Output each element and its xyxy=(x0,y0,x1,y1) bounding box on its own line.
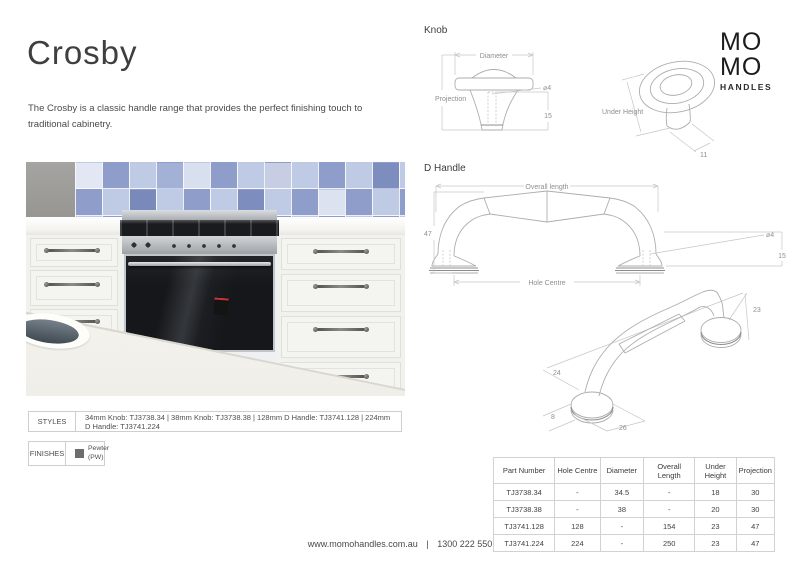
dim-base-width: 11 xyxy=(700,152,708,159)
drawer-handle xyxy=(317,250,365,253)
tile-variant xyxy=(184,163,210,189)
tile-variant xyxy=(319,190,345,216)
knob-3d-drawing xyxy=(600,46,730,168)
knob-front-drawing xyxy=(434,40,609,152)
drawer-handle xyxy=(48,283,96,286)
dim-overall-length: Overall length xyxy=(525,184,569,191)
wall xyxy=(26,162,76,220)
range-backguard xyxy=(122,210,277,220)
tile-variant xyxy=(157,163,183,189)
table-row: TJ3738.34 - 34.5 - 18 30 xyxy=(494,484,775,501)
dhandle-section-label: D Handle xyxy=(424,163,466,174)
dim-diameter: Diameter xyxy=(479,53,509,60)
spec-table xyxy=(493,457,775,552)
drawer-front xyxy=(30,238,118,267)
dim-persp-width: 8 xyxy=(551,414,555,421)
drawer-front xyxy=(281,316,401,358)
logo-line-1: MO xyxy=(720,28,763,56)
table-row: TJ3741.224 224 - 250 23 47 xyxy=(494,535,775,552)
styles-label: STYLES xyxy=(29,412,76,431)
drawer-handle xyxy=(317,328,365,331)
col-overall-length: Overall Length xyxy=(644,458,695,484)
table-row: TJ3741.128 128 - 154 23 47 xyxy=(494,518,775,535)
footer-separator: | xyxy=(426,539,429,549)
styles-box xyxy=(28,411,402,432)
styles-value: 34mm Knob: TJ3738.34 | 38mm Knob: TJ3738.38 | 128mm D Handle: TJ3741.128 | 224mm D Handle: TJ3741.224 xyxy=(85,412,391,431)
table-row: TJ3738.38 - 38 - 20 30 xyxy=(494,501,775,518)
dhandle-3d-drawing xyxy=(533,280,793,435)
drawer-front xyxy=(281,274,401,312)
drawer-handle xyxy=(317,285,365,288)
finishes-box xyxy=(28,441,110,466)
dim-height: 47 xyxy=(424,231,432,238)
drawer-handle xyxy=(48,249,96,252)
dim-hole-centre: Hole Centre xyxy=(528,280,566,287)
logo-line-2: MO xyxy=(720,52,763,81)
finishes-label: FINISHES xyxy=(29,442,66,465)
product-description: The Crosby is a classic handle range that provides the perfect finishing touch to traditional cabinetry. xyxy=(28,103,363,130)
range-cooker xyxy=(122,210,277,352)
dim-hole-diameter: ⌀4 xyxy=(543,85,552,92)
dim-foot-height: 15 xyxy=(778,253,786,260)
footer xyxy=(0,539,800,549)
dim-stem-depth: 15 xyxy=(544,113,552,120)
drawer-front xyxy=(30,270,118,306)
knob-section-label: Knob xyxy=(424,25,448,36)
energy-label xyxy=(213,298,228,316)
col-diameter: Diameter xyxy=(600,458,644,484)
dim-projection: Projection xyxy=(435,96,467,103)
footer-phone: 1300 222 550 xyxy=(437,539,493,549)
tile-variant xyxy=(265,163,291,189)
finish-name: Pewter (PW) xyxy=(88,445,110,461)
control-panel xyxy=(122,236,277,254)
col-hole-centre: Hole Centre xyxy=(555,458,600,484)
tile-variant xyxy=(76,163,102,189)
dhandle-front-drawing xyxy=(424,178,796,296)
dim-hole-diameter-2: ⌀4 xyxy=(766,232,775,239)
kitchen-photo xyxy=(26,162,405,396)
drawer-front xyxy=(281,238,401,270)
tile-variant xyxy=(373,163,399,189)
dim-under-height: Under Height xyxy=(602,109,644,116)
finish-swatch xyxy=(75,449,84,458)
page-title: Crosby xyxy=(27,34,138,71)
cooktop xyxy=(120,220,279,236)
oven-door-handle xyxy=(128,262,271,266)
logo-subtitle: HANDLES xyxy=(720,82,773,92)
dim-persp-height: 23 xyxy=(753,307,761,314)
momo-handles-logo xyxy=(720,30,790,92)
dim-persp-length: 24 xyxy=(553,370,561,377)
col-under-height: Under Height xyxy=(695,458,736,484)
dim-persp-foot: 26 xyxy=(619,425,627,432)
col-part-number: Part Number xyxy=(494,458,555,484)
footer-website: www.momohandles.com.au xyxy=(307,539,418,549)
table-header-row xyxy=(494,458,775,484)
col-projection: Projection xyxy=(736,458,774,484)
